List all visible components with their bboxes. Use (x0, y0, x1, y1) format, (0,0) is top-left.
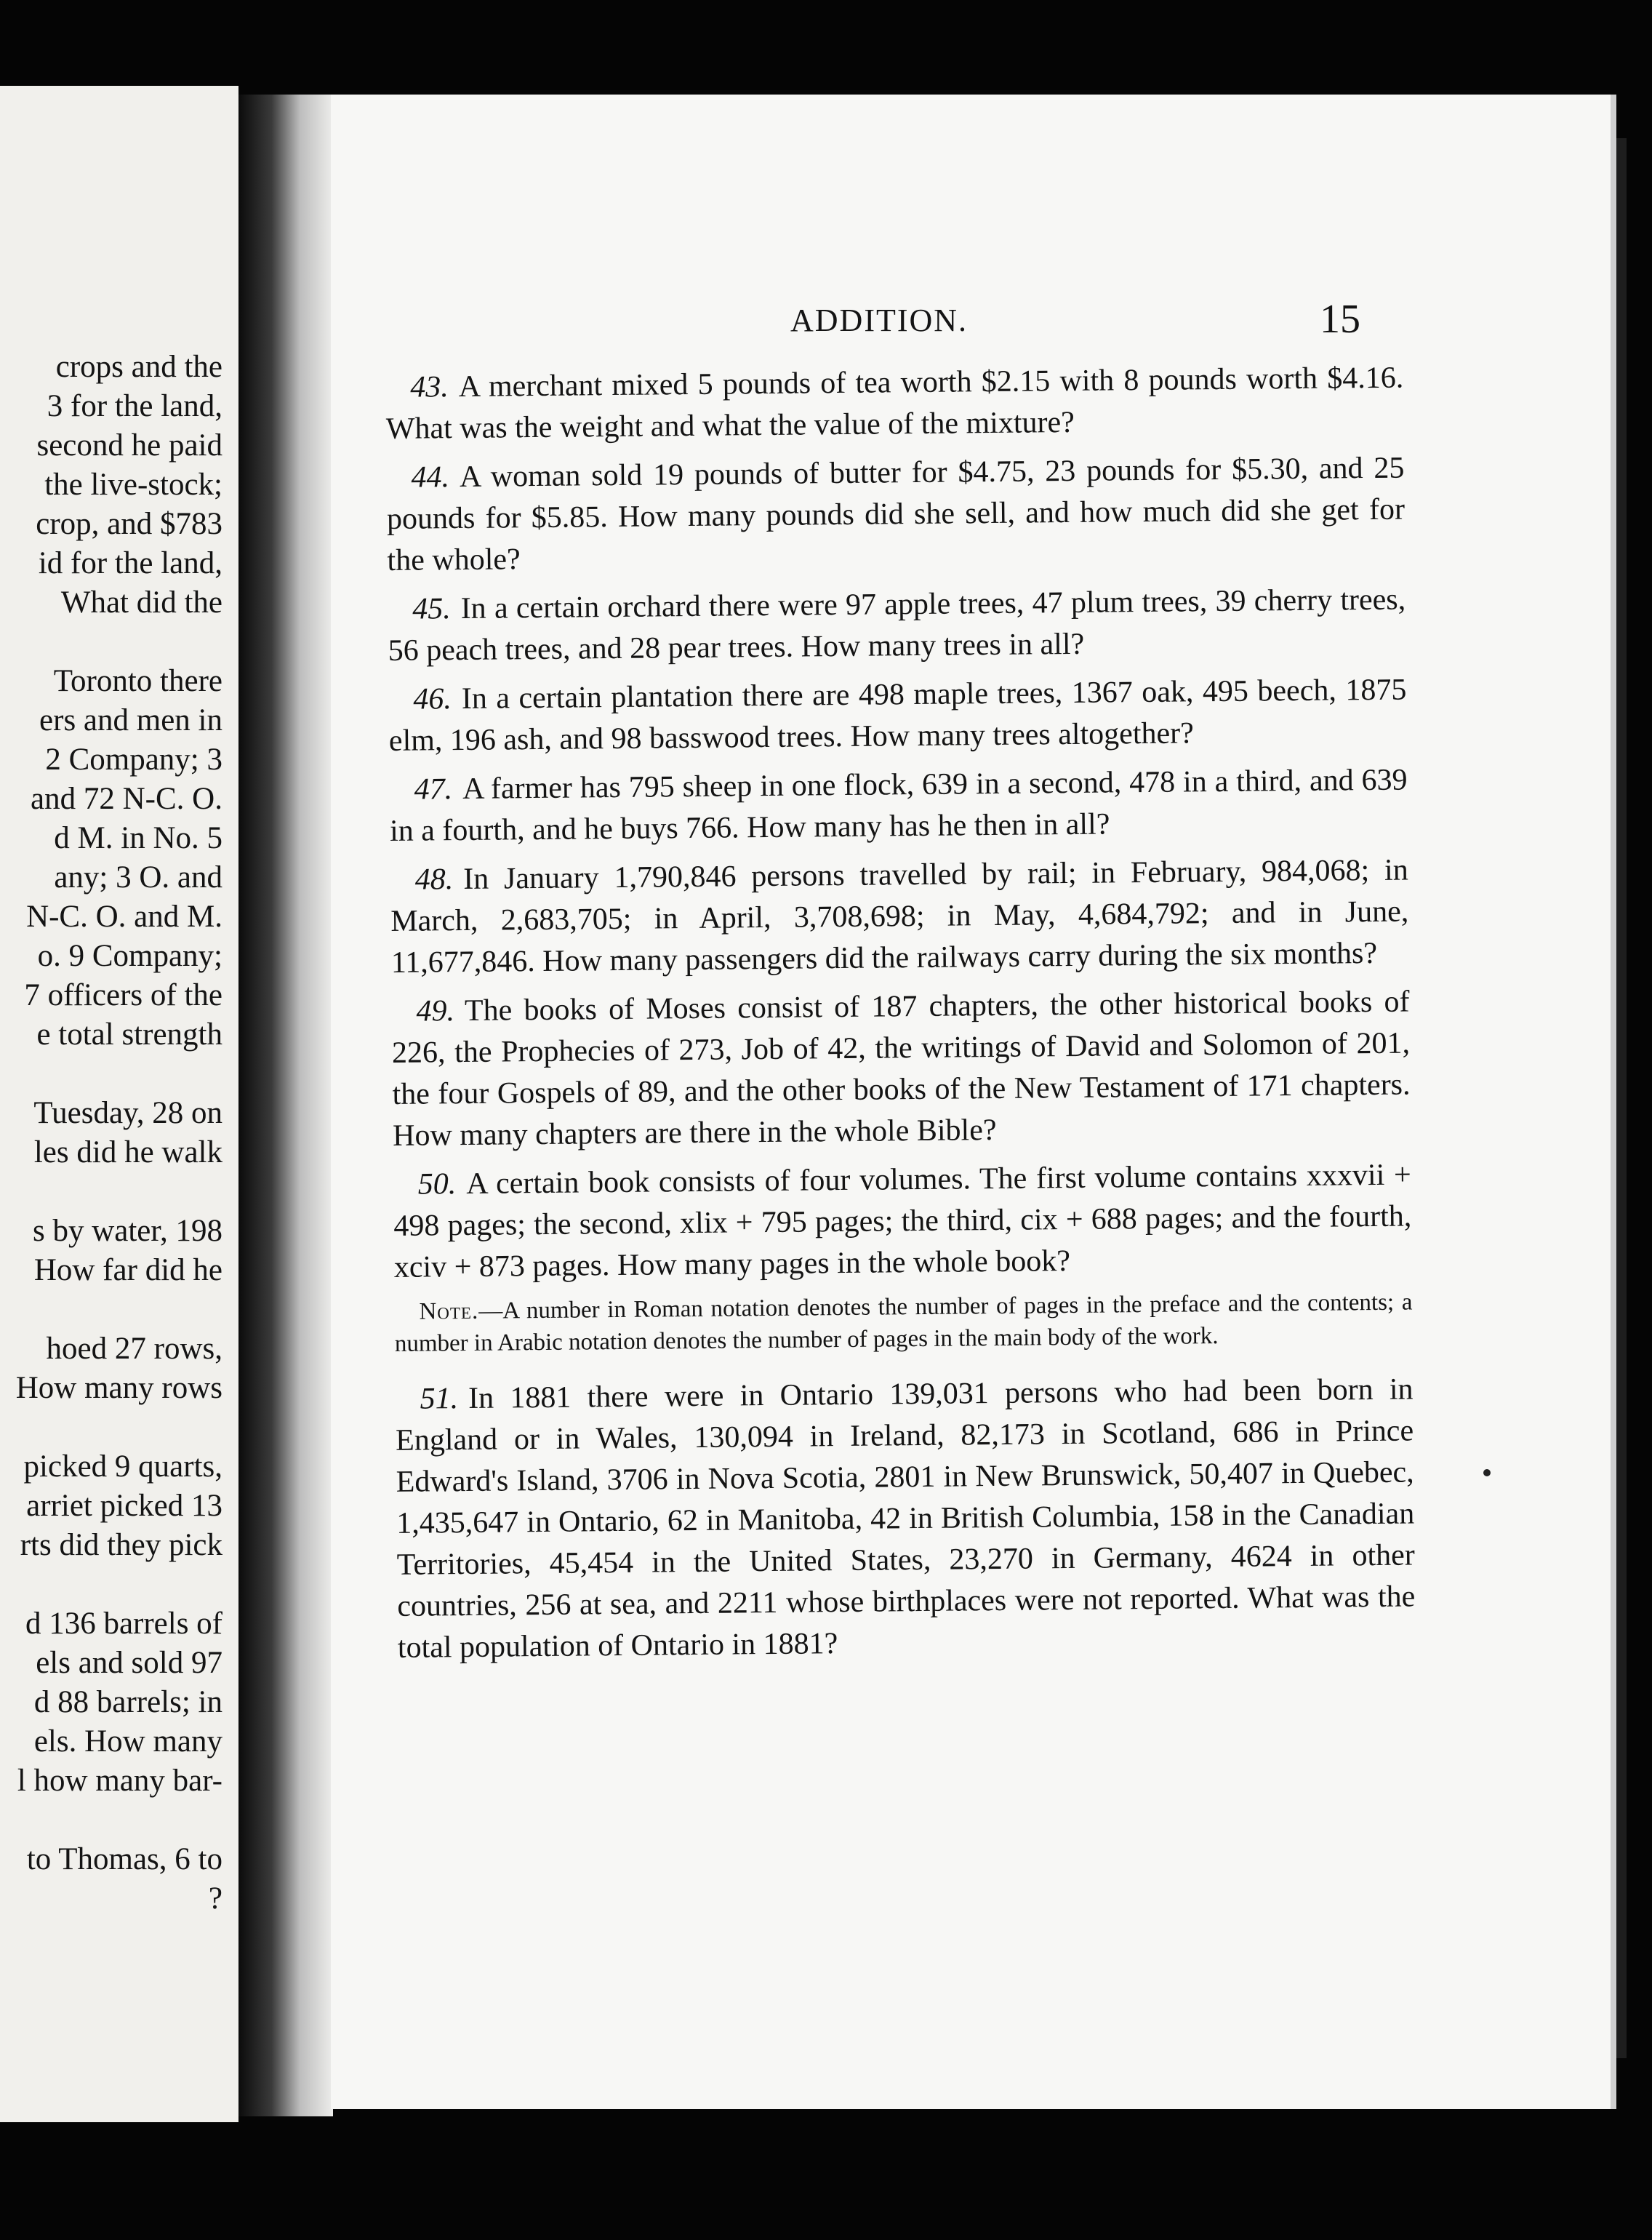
problem-number: 49. (416, 994, 455, 1028)
note-text: —A number in Roman notation denotes the number of pages in the preface and the contents; a number in Arabic notation denotes the number of pages in the main body of the work. (394, 1289, 1413, 1357)
previous-page-line: d 136 barrels of (25, 1607, 222, 1641)
problem-text: In 1881 there were in Ontario 139,031 persons who had been born in England or in Wales, 130,094 in Ireland, 82,173 in Scotland, 686 in Prince Edward's Island, 3706 in Nova Scotia, 2801 in New Brunswick, 50,407 in Quebec, 1,435,647 in Ontario, 62 in Manitoba, 42 in British Columbia, 158 in the Canadian Territories, 45,454 in the United States, 23,270 in Germany, 4624 in other countries, 256 at sea, and 2211 whose birthplaces were not reported. What was the total population of Ontario in 1881? (395, 1372, 1416, 1665)
previous-page-line: Tuesday, 28 on (33, 1096, 222, 1130)
previous-page-line: second he paid (36, 428, 222, 463)
page-edge (1616, 138, 1627, 2058)
problem-text: A woman sold 19 pounds of butter for $4.75, 23 pounds for $5.30, and 25 pounds for $5.85. How many pounds did she sell, and how much did she get for the whole? (386, 451, 1406, 577)
problem-45 (388, 580, 1406, 672)
previous-page-line: els and sold 97 (36, 1646, 222, 1680)
problem-50 (393, 1155, 1413, 1289)
previous-page-line: What did the (60, 585, 222, 620)
problem-number: 51. (420, 1382, 459, 1416)
problem-47 (389, 760, 1408, 852)
problem-number: 43. (410, 370, 449, 404)
previous-page-line: How far did he (33, 1253, 222, 1287)
problem-number: 50. (417, 1167, 457, 1201)
previous-page-line: s by water, 198 (32, 1214, 222, 1248)
previous-page-line: crops and the (55, 350, 222, 384)
problem-text: A merchant mixed 5 pounds of tea worth $2.15 with 8 pounds worth $4.16. What was the weight and what the value of the mixture? (385, 361, 1404, 446)
problem-text: The books of Moses consist of 187 chapters, the other historical books of 226, the Prophecies of 273, Job of 42, the writings of David and Solomon of 201, the four Gospels of 89, and the other books of the New Testament of 171 chapters. How many chapters are there in the whole Bible? (391, 985, 1411, 1153)
previous-page-line: rts did they pick (20, 1528, 222, 1562)
problem-number: 45. (412, 592, 451, 626)
problem-text: In a certain orchard there were 97 apple trees, 47 plum trees, 39 cherry trees, 56 peach trees, and 28 pear trees. How many trees in all? (388, 583, 1406, 668)
problem-49 (391, 982, 1411, 1157)
problem-51 (395, 1369, 1416, 1668)
note-label: Note. (419, 1297, 479, 1325)
problem-44 (386, 448, 1406, 582)
previous-page-line: d 88 barrels; in (33, 1685, 222, 1719)
previous-page-line: How many rows (15, 1371, 222, 1405)
previous-page-line: and 72 N-C. O. (31, 782, 222, 816)
problem-43 (385, 358, 1404, 450)
ink-speck (1483, 1469, 1491, 1476)
problem-text: A farmer has 795 sheep in one flock, 639 in a second, 478 in a third, and 639 in a fourth, and he buys 766. How many has he then in all? (389, 763, 1408, 848)
problem-list (385, 358, 1416, 1676)
previous-page-line: o. 9 Company; (37, 939, 222, 973)
problem-text: In a certain plantation there are 498 maple trees, 1367 oak, 495 beech, 1875 elm, 196 ash, and 98 basswood trees. How many trees altogether? (388, 673, 1407, 758)
book-gutter (238, 95, 333, 2116)
current-page (331, 95, 1616, 2109)
page-header (331, 297, 1611, 353)
previous-page-line: picked 9 quarts, (23, 1449, 222, 1484)
previous-page-line: els. How many (33, 1724, 222, 1759)
previous-page-line: e total strength (36, 1017, 222, 1052)
previous-page-line: any; 3 O. and (54, 860, 222, 895)
problem-46 (388, 670, 1407, 762)
previous-page-line: ? (208, 1881, 222, 1916)
problem-number: 47. (414, 772, 453, 807)
previous-page-line: 3 for the land, (47, 389, 222, 423)
previous-page-line: the live-stock; (44, 468, 222, 502)
previous-page-line: ers and men in (39, 703, 222, 737)
previous-page-line: d M. in No. 5 (54, 821, 222, 855)
previous-page (0, 86, 238, 2122)
problem-number: 46. (413, 682, 452, 716)
previous-page-line: N-C. O. and M. (26, 900, 222, 934)
problem-text: In January 1,790,846 persons travelled by rail; in February, 984,068; in March, 2,683,705; in April, 3,708,698; in May, 4,684,792; and in June, 11,677,846. How many passengers did the railways carry during the six months? (390, 853, 1409, 980)
problem-number: 44. (411, 460, 450, 495)
previous-page-line: crop, and $783 (36, 507, 222, 541)
problem-number: 48. (414, 863, 454, 897)
previous-page-line: 7 officers of the (24, 978, 222, 1012)
previous-page-line: arriet picked 13 (26, 1489, 222, 1523)
previous-page-line: 2 Company; 3 (45, 743, 222, 777)
problem-text: A certain book consists of four volumes. The first volume contains xxxvii + 498 pages; the second, xlix + 795 pages; the third, cix + 688 pages; and the fourth, xciv + 873 pages. How many pages in the whole book? (393, 1158, 1412, 1284)
page-number: 15 (1320, 297, 1360, 342)
previous-page-line: les did he walk (33, 1135, 222, 1169)
problem-48 (390, 850, 1409, 984)
previous-page-line: hoed 27 rows, (46, 1332, 222, 1366)
previous-page-line: id for the land, (38, 546, 222, 580)
previous-page-line: to Thomas, 6 to (26, 1842, 222, 1876)
previous-page-text (0, 348, 222, 1919)
running-head: ADDITION. (790, 303, 969, 338)
previous-page-line: Toronto there (53, 664, 222, 698)
note (394, 1287, 1413, 1360)
previous-page-line: l how many bar- (17, 1764, 222, 1798)
